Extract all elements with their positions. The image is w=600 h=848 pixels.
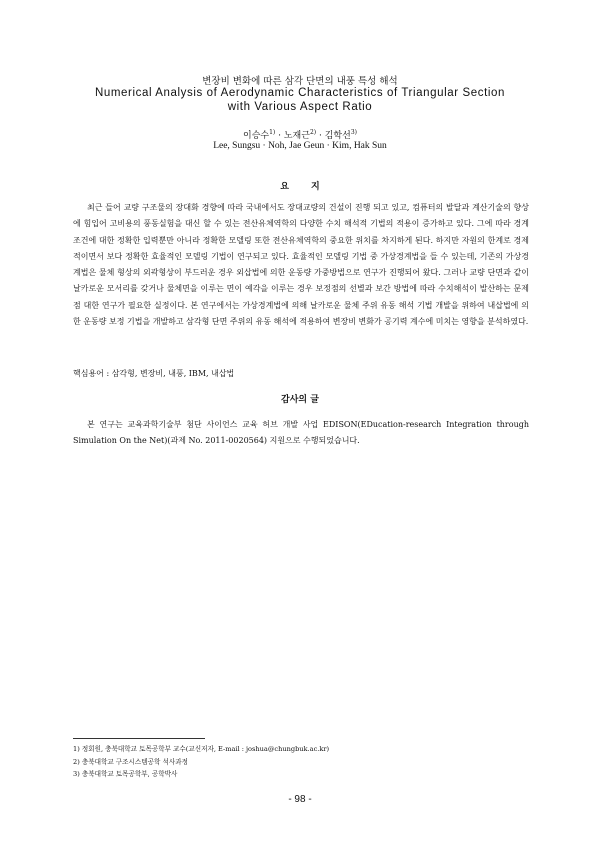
footnotes	[73, 743, 329, 781]
authors-korean	[0, 128, 600, 141]
author-1-mark: 1)	[269, 129, 276, 136]
author-3-mark: 3)	[350, 129, 357, 136]
author-2-mark: 2)	[309, 129, 317, 136]
acknowledgement-body: 본 연구는 교육과학기술부 첨단 사이언스 교육 허브 개발 사업 EDISON(EDucation-research Integration through Simulation On the Net)(과제 No. 2011-0020564) 지원으로 수행되었습니다.	[73, 420, 529, 446]
author-2-name: 노재근	[283, 131, 310, 141]
author-separator: ·	[275, 131, 284, 141]
title-english-line-2: with Various Aspect Ratio	[227, 101, 373, 113]
acknowledgement-heading: 감사의 글	[281, 395, 319, 405]
title-english-line-1: Numerical Analysis of Aerodynamic Characteristics of Triangular Section	[94, 87, 506, 99]
authors-english: Lee, Sungsu · Noh, Jae Geun · Kim, Hak Sun	[213, 141, 387, 151]
author-1-name: 이승수	[243, 131, 270, 141]
author-separator: ·	[316, 131, 325, 141]
title-korean: 변장비 변화에 따른 삼각 단면의 내풍 특성 해석	[202, 76, 398, 87]
author-3-name: 김학선	[324, 131, 351, 141]
footnote-divider	[73, 738, 205, 739]
footnote-1: 1) 정회원, 충북대학교 토목공학부 교수(교신저자, E-mail : joshua@chungbuk.ac.kr)	[73, 745, 330, 753]
abstract-heading: 요지	[280, 182, 342, 192]
footnote-3: 3) 충북대학교 토목공학부, 공학박사	[73, 770, 178, 779]
abstract-body: 최근 들어 교량 구조물의 장대화 경향에 따라 국내에서도 장대교량의 건설이 진행 되고 있고, 컴퓨터의 발달과 계산기술의 향상에 힘입어 고비용의 풍동실험을 대신 할 수 있는 전산유체역학의 다양한 수치 해석적 기법의 적용이 증가하고 있다. 그에 따라 경계조건에 대한 정확한 입력뿐만 아니라 정확한 모델링 또한 전산유체역학의 중요한 위치를 차지하게 된다. 하지만 자원의 한계로 경제적이면서 보다 정확한 효율적인 모델링 기법이 연구되고 있다. 효율적인 모델링 기법 중 가상경계법을 들 수 있는데, 기존의 가상경계법은 물체 형상의 외곽형상이 부드러운 경우 외삽법에 의한 운동량 가중방법으로 연구가 진행되어 왔다. 그러나 교량 단면과 같이 날카로운 모서리를 갖거나 물체면을 이루는 면이 예각을 이루는 경우 보정점의 선별과 보간 방법에 따라 수치해석이 발산하는 문제점 대한 연구가 필요한 실정이다. 본 연구에서는 가상경계법에 의해 날카로운 물체 주위 유동 해석 기법 개발을 위하여 내삽법에 의한 운동량 보정 기법을 개발하고 삼각형 단면 주위의 유동 해석에 적용하여 변장비 변화가 공기력 계수에 미치는 영향을 분석하였다.	[73, 203, 529, 327]
page-number: - 98 -	[288, 794, 312, 805]
keywords: 핵심용어 : 삼각형, 변장비, 내풍, IBM, 내삽법	[73, 369, 235, 378]
footnote-2: 2) 충북대학교 구조시스템공학 석사과정	[73, 757, 188, 766]
